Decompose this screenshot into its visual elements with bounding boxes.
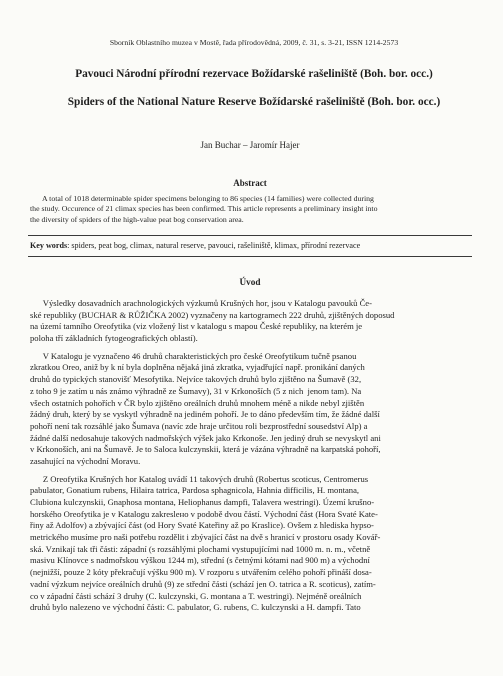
- body-line: vadní výzkum nejvíce oreálních druhů (9) ze střední části (schází jen O. tatrica a R. scoticus), zatím-: [30, 578, 376, 589]
- body-line: horského Oreofytika je v Katalogu zakreslено v podobě dvou částí. Východní část (Hora Svaté Kate-: [30, 508, 378, 519]
- body-line: v Krkonoších, ani na Šumavě. Je to Saloca kulczynskii, která je vázána výhradně na karpatská pohoří,: [30, 444, 381, 455]
- body-line: zasahující na východní Moravu.: [30, 455, 141, 466]
- keywords: [30, 241, 470, 250]
- abstract-body: [30, 194, 468, 225]
- body-line: ská. Vznikají tak tři části: západní (s rozsáhlými plochami vystupujícími nad 1000 m. n. m., včetně: [30, 543, 371, 554]
- body-line: Výsledky dosavadních arachnologických výzkumů Krušných hor, jsou v Katalogu pavouků Če-: [30, 298, 372, 308]
- section-heading: Úvod: [239, 277, 261, 287]
- authors: Jan Buchar – Jaromír Hajer: [200, 140, 300, 150]
- body-line: řiny až Adolfov) a zbývající část (od Hory Svaté Kateřiny až po Kraslice). Ovšem z hlediska hypso-: [30, 520, 374, 531]
- body-line: ské republiky (BUCHAR & RŮŽIČKA 2002) vyznačeny na kartogramech 222 druhů, zjištěných doposud: [30, 309, 395, 320]
- body-line: V Katalogu je vyznačeno 46 druhů charakteristických pro české Oreofytikum tučně psanou: [30, 350, 357, 361]
- body-line: (nejnižší, pouze 2 kóty překračují výšku 900 m). V rozporu s utvářením celého pohoří přináší dosa-: [30, 567, 372, 578]
- body-line: druhů bylo nalezeno ve východní části: C. pabulator, G. rubens, C. kulczynski a H. dampfi. Tato: [30, 602, 361, 613]
- abstract-line: A total of 1018 determinable spider specimens belonging to 86 species (14 families) were collected during: [42, 194, 374, 203]
- abstract-heading: Abstract: [233, 178, 267, 188]
- body-line: všech ostatních pohořích v ČR bylo zjištěno oreálních druhů mnohem méně a nikde nebyl zjištěn: [30, 397, 365, 408]
- body-line: metrického musíme pro naši potřebu rozdělit i zbývající část na dvě s hranicí v prostoru osady Kovář-: [30, 532, 381, 543]
- body-line: poloha tří základních fytogeografických oblastí).: [30, 333, 198, 344]
- title-czech: Pavouci Národní přírodní rezervace Božídarské rašeliniště (Boh. bor. occ.): [75, 68, 433, 80]
- body-line: zkratkou Oreo, aniž by k ní byla doplněna nějaká jiná zkratka, vyjadřující např. pronikání daných: [30, 362, 365, 373]
- body-line: co v západní části schází 3 druhy (C. kulczynski, G. montana a T. westringi). Nejméně oreálních: [30, 590, 362, 601]
- body-line: Z Oreofytika Krušných hor Katalog uvádí 11 takových druhů (Robertus scoticus, Centromerus: [30, 473, 369, 484]
- body-line: Clubiona kulczynskii, Gnaphosa montana, Heliophanus dampfi, Talavera westringi). Území krušno-: [30, 497, 375, 507]
- body-line: druhů do typických stanovišť Mesofytika. Nejvíce takových druhů bylo zjištěno na Šumavě (32,: [30, 374, 362, 385]
- body-line: masivu Klínovce s nadmořskou výškou 1244 m), střední (s četnými kótami nad 900 m) a východní: [30, 555, 370, 566]
- body-line: žádný druh, který by se vyskytl výhradně na jediném pohoří. Je to dáno především tím, že žádné další: [30, 409, 380, 420]
- journal-header: Sborník Oblastního muzea v Mostě, řada přírodovědná, 2009, č. 31, s. 3-21, ISSN 1214-2573: [109, 38, 399, 47]
- body-line: pabulator, Gonatium rubens, Hilaira tatrica, Pardosa sphagnicola, Hahnia difficilis, H. montana,: [30, 485, 360, 496]
- body-line: pohoří není tak rozsáhlé jako Šumava (navíc zde hraje určitou roli bezprostřední sousedství Alp) a: [30, 420, 368, 431]
- top-divider: [28, 235, 472, 236]
- body-line: z toho 9 je zatím u nás známo výhradně ze Šumavy), 31 v Krkonoších (5 z nich jenom tam). Na: [30, 385, 362, 396]
- body-line: na území tamního Oreofytika (viz vložený list v katalogu s mapou České republiky, na kterém je: [30, 321, 363, 332]
- abstract-line: the study. Occurence of 21 climax species has been confirmed. This article represents a preliminary insight into: [30, 204, 378, 214]
- keywords-label: Key words: [30, 241, 68, 250]
- title-english: Spiders of the National Nature Reserve Božídarské rašeliniště (Boh. bor. occ.): [67, 96, 441, 108]
- bottom-divider: [28, 256, 472, 257]
- body-line: žádné další nedosahuje takových nadmořských výšek jako Krkonoše. Jen jediný druh se nevyskytl ani: [30, 432, 381, 443]
- abstract-line: the diversity of spiders of the high-value peat bog conservation area.: [30, 214, 244, 224]
- body-text: [30, 298, 470, 614]
- keywords-text: : spiders, peat bog, climax, natural reserve, pavouci, rašeliniště, klimax, přírodní rezervace: [67, 241, 361, 250]
